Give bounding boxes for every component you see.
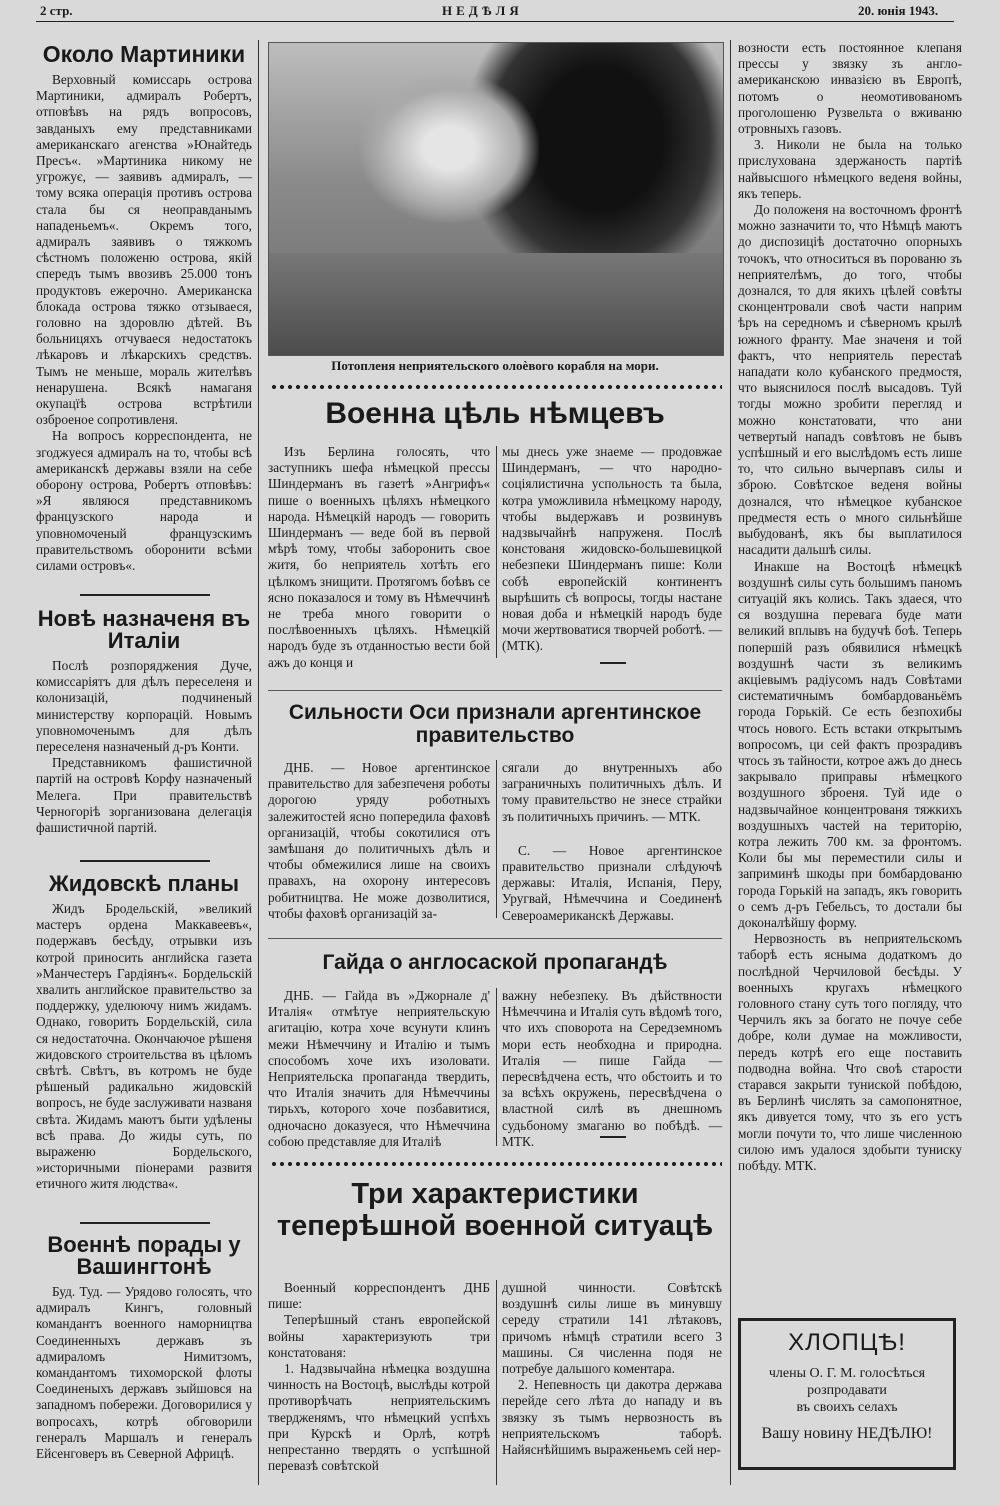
inner-divider — [496, 988, 497, 1146]
argentina-text: сягали до внутренныхъ або заграничныхъ политичныхъ дѣлъ. И тому правительство не знесе страйки зъ политичныхъ причинъ. — МТК. — [502, 760, 722, 824]
right-text: До положеня на восточномъ фронтѣ можно зазначити то, что Нѣмцѣ маютъ до диспозиціѣ достаточно опорныхъ точокъ, что относиться въ порованю зъ неприятелѣмъ, до того, чтобы дознался, то для якихъ цѣлей совѣты сконцентровали своѣ части наприм ѣръ на середномъ и сѣверномъ крылѣ южного франту. Мае значеня и той фактъ, что неприятель перестаѣ нападати коло кубанского предмостя, что выяснилося послѣ высадовъ. Туй тогды можно зробити перегляд и можно констатовати, что ани четвертый нападъ совѣтовъ не бывъ успѣшный и его выслѣдомъ есть лише то, что сильно вычерпавъ силы и зброю. Совѣтское веденя войны дознался, что нѣмецкое кубанское предместя есть о много сильнѣйше выбудованѣ, якъ бы выплатилося насадити дальшѣ силы. — [738, 202, 962, 558]
inner-divider — [496, 1280, 497, 1485]
three-text: 1. Надзвычайна нѣмецка воздушна чинность на Востоцѣ, выслѣды котрой противорѣчать неприятельскимъ твердженямъ, что нѣмецкий успѣхъ при Курскѣ и Орлѣ, котрѣ непрестанно твердять о успѣшной перевазѣ совѣтской — [268, 1361, 490, 1474]
italy-paragraph: Послѣ розпоряджения Дуче, комиссаріятъ для дѣлъ переселеня и колонизацій, подчиненый министерству корпорацій. Новымъ уповномоченымъ для дѣлъ переселеня назначеный д-ръ Конти. — [36, 658, 252, 755]
section-rule — [268, 690, 722, 691]
gayda-title: Гайда о англосаской пропагандѣ — [322, 951, 668, 974]
italy-title: Новѣ назначеня въ Италіи — [37, 606, 251, 653]
advert-line: Вашу новину НЕДѢЛЮ! — [761, 1425, 933, 1442]
inner-divider — [496, 446, 497, 658]
gayda-text: ДНБ. — Гайда въ »Джорнале д' Италія« отмѣтуе неприятельскую агитацію, котра хоче всунути клинъ межи Нѣмеччину и Италію и тымъ способомъ хоче ихъ изоловати. Неприятельска пропаганда твердить, что Италія значить для Нѣмеччины тирьхъ, которого хоче позбавитися, одночасно доказуеся, что Нѣмеччина собою представляе для Италіѣ — [268, 988, 490, 1149]
italy-article — [36, 608, 252, 836]
ship-photo — [268, 42, 724, 356]
jewish-title: Жидовскѣ планы — [48, 871, 240, 896]
smoke-shape — [359, 73, 539, 223]
argentina-title: Сильности Оси признали аргентинское правительство — [288, 701, 702, 747]
jewish-paragraph: Жидъ Бродельскій, »великий мастеръ ордена Маккавеевъ«, подержавъ бесѣду, отрывки изъ котрой приносить английска газета »Манчестеръ Гардіянъ«. Бордельскій хвалить английское правительство за поддержку, уделюючу нимъ жидамъ. Однако, говорить Бордельскій, сила ся недостаточна. Окончаючое рѣшеня жидовского строительства въ цѣломъ свѣтѣ. Свѣтъ, въ котромъ не буде рѣшеный радикально жидовскій вопросъ, не буде заслуживати названя свѣта. Жидамъ маютъ быти удѣлены всѣ права. До жиды суть, по выраженю Бордельского, »историчными піонерами развитя етичного житя людства«. — [36, 901, 252, 1192]
sea-shape — [269, 253, 723, 355]
gayda-col2 — [502, 988, 722, 1150]
left-column — [36, 42, 252, 574]
martinique-paragraph: На вопросъ корреспондента, не згоджуеся адмиралъ на то, чтобы всѣ американскѣ державы взяли на себе оборону острова, Робертъ отповѣвъ: »Я являюся представникомъ французского народа и уповномоченый французскимъ правительствомъ оборонити всѣми силами островъ«. — [36, 428, 252, 574]
right-text: 3. Николи не была на только прислухована здержаность партіѣ найвысшого нѣмецкого веденя войны, якъ теперь. — [738, 137, 962, 201]
three-col2 — [502, 1280, 722, 1458]
page-number: 2 стр. — [40, 3, 73, 18]
inner-divider — [496, 760, 497, 918]
three-text: Теперѣшный станъ европейской войны характеризують три констатованя: — [268, 1312, 490, 1360]
argentina-text: ДНБ. — Новое аргентинское правительство для забезпеченя роботы дорогою уряду роботныхъ залежитостей ясно попередила фаховѣ организацій, чтобы сокотилися отъ замѣшаня до политичныхъ дѣлъ и чтобы обмежилися лише на своихъ правахъ, на охорону интересовъ робитництва. Не може дозволитися, чтобы фаховѣ организацій за- — [268, 760, 490, 921]
war-aim-text: мы днесь уже знаеме — продовжае Шиндерманъ, — что народно-соціялистична успольность та была, котра уможливила нѣмецкому народу, чтобы выдержавъ и розвинувъ надзвычайнѣ напруженя. Послѣ констованя жидовско-большевицкой небезпеки Шиндерманъ пише: Коли собѣ европейскій континентъ вырѣшить сѣ вопросы, тогды настане новая доба и нѣмецкій народъ буде мочи жертвоватися творчей роботѣ. — (МТК). — [502, 444, 722, 654]
short-rule — [600, 1136, 626, 1138]
argentina-col1 — [268, 760, 490, 922]
section-rule — [268, 938, 722, 939]
washington-paragraph: Буд. Туд. — Урядово голосять, что адмиралъ Кингъ, головный командантъ военного наморництва Соединенныхъ державъ зъ адмираломъ Нимитзомъ, командантомъ тихоморской флоты Соединеныхъ державъ зыйшовся на западномъ побережи. Договорилися у вопросахъ, котрѣ обговорили генералъ Маршалъ и генералъ Ейсенговеръ въ Северной Африцѣ. — [36, 1284, 252, 1462]
advert-line: въ своихъ селахъ — [796, 1400, 898, 1415]
three-title: Три характеристики теперѣшной военной ситуацѣ — [276, 1178, 714, 1242]
three-text: душной чинности. Совѣтскѣ воздушнѣ силы лише въ минувшу середу стратили 141 лѣтаковъ, причомъ нѣмцѣ стратили всего 3 машины. Ся численна подя не потребуе дальшого коментара. — [502, 1280, 722, 1377]
photo-caption: Потопленя неприятельского олоѐвого корабля на мори. — [331, 358, 659, 373]
advert-headline: ХЛОПЦѢ! — [788, 1329, 906, 1356]
column-divider-left — [258, 40, 259, 1485]
war-aim-col1 — [268, 444, 490, 671]
war-aim-col2 — [502, 444, 722, 655]
dotted-divider — [270, 383, 722, 391]
argentina-text: С. — Новое аргентинское правительство признали слѣдуючѣ державы: Италія, Испанія, Перу, Уругвай, Нѣмеччина и Соединенѣ Североамериканскѣ Державы. — [502, 842, 722, 923]
washington-article — [36, 1234, 252, 1462]
three-text: Военный корреспондентъ ДНБ пише: — [268, 1280, 490, 1312]
masthead-rule — [36, 21, 954, 22]
argentina-col2 — [502, 760, 722, 924]
gayda-col1 — [268, 988, 490, 1150]
italy-paragraph: Представникомъ фашистичной партій на островѣ Корфу назначеный Мелега. При правительствѣ Черногоріѣ зорганизована делегація фашистичной партій. — [36, 755, 252, 836]
separator — [80, 1222, 210, 1224]
right-column — [738, 40, 962, 1174]
short-rule — [600, 662, 626, 664]
martinique-title: Около Мартиники — [42, 41, 246, 67]
separator — [80, 860, 210, 862]
jewish-article — [36, 873, 252, 1193]
advert-box — [738, 1318, 956, 1470]
column-divider-right — [730, 40, 731, 1485]
right-text: Нервозность въ неприятельскомъ таборѣ есть ясныма додаткомъ до послѣдной Черчиловой бесѣды. У военныхъ кругахъ нѣмецкого головного стану суть того погляду, что Черчилъ якъ за богато не почуе себе добре, коли думае на можливости, передъ котрѣ его еще поставить подводна война. Что своѣ старости старався закрыти туниской побѣдою, въ Берлинѣ числять за самопонятное, якъ дивуется тому, что зъ его устъ могли почути то, что лише численною силою имъ удалося здобыти туниску побѣду. МТК. — [738, 931, 962, 1174]
dotted-divider — [270, 1160, 722, 1168]
three-col1 — [268, 1280, 490, 1474]
right-text: возности есть постоянное клепаня прессы у звязку зъ англо-американскою инвазією въ Европѣ, потомъ о неомотивованомъ проголошеню Рузвельта о вживаню отровныхъ газовъ. — [738, 40, 962, 137]
right-text: Инакше на Востоцѣ нѣмецкѣ воздушнѣ силы суть большимъ паномъ ситуацій якъ колись. Такъ здаеся, что ся воздушна перевага буде мати великий вплывъ на будучѣ боѣ. Теперь попершій разъ обявилися нѣмецкѣ воздушнѣ части зъ великимъ акціевымъ радіусомъ надъ Совѣтами систематичнымъ бомбардованьёмъ города Горькій. Се есть безпохибы чтось нового. Есть встаки открытымъ вопросомъ, ци сей фактъ прозрадивъ чтось зъ тайности, котрое ажъ до днесь закрывало приправы нѣмецкого воздушного зброеня. Туй иде о надзвычайное концентрованя тяжкихъ воздушныхъ частей на територію, котра лежить 700 км. за фронтомъ. Коли бы мы переместили силы и заприминѣ шкоды при бомбардованю города Горькій на западъ, якъ говорить о семъ д-ръ Гебельсъ, то достали бы доконалѣйшу форму. — [738, 558, 962, 930]
three-text: 2. Непевность ци дакотра держава перейде сего лѣта до нападу и въ звязку зъ тымъ нервозность въ неприятельскомъ таборѣ. Найяснѣйшимъ выраженьемъ сей нер- — [502, 1377, 722, 1458]
newspaper-name: НЕДѢЛЯ — [442, 3, 523, 18]
advert-line: члены О. Г. М. голосѣться розпродавати — [768, 1366, 926, 1398]
war-aim-text: Изъ Берлина голосять, что заступникъ шефа нѣмецкой прессы Шиндерманъ въ газетѣ »Ангрифъ« пише о военныхъ цѣляхъ нѣмецкого народа. Нѣмецкій народъ — говорить Шиндерманъ — веде бой въ первой мѣрѣ тому, чтобы заборонить свое житя, бо неприятель хотѣть его цѣлкомъ знищити. Протягомъ боѣвъ се ясно показалося и тому въ Нѣмеччинѣ не треба много говорити о послѣвоенныхъ цѣляхъ. Нѣмецкій народъ буде зъ отданностью вести бой ажъ до конця и — [268, 444, 490, 670]
war-aim-title: Военна цѣль нѣмцевъ — [325, 397, 665, 430]
washington-title: Военнѣ порады у Вашингтонѣ — [47, 1232, 241, 1279]
gayda-text: важну небезпеку. Въ дѣйствности Нѣмеччина и Италія суть вѣдомѣ того, что ихъ споворота на Середземномъ мори есть необходна и природна. Италія — пише Гайда — пересвѣдчена есть, что обстоить и то за всѣхъ окружень, пересвѣдчена о властной силѣ въ днешномъ судьбоному змаганю во побѣдѣ. — МТК. — [502, 988, 723, 1149]
issue-date: 20. юнія 1943. — [858, 3, 939, 18]
martinique-paragraph: Верховный комиссарь острова Мартиники, адмиралъ Робертъ, отповѣвъ на рядъ вопросовъ, завданыхъ ему представниками американскаго агенства »Юнайтедь Пресъ«. »Мартиника никому не угрожує, — заявивъ адмиралъ, — тому всяка операція противъ острова стала бы ся неоправданымъ нападеньемъ«. Окремъ того, адмиралъ заявивъ о тяжкомъ сѣстномъ положеню острова, якій спередъ тымъ ввозивъ 25.000 тонъ продуктовъ ежерочно. Американска блокада острова тяжко отзываеся, головно на здоровлю дѣтей. Въ больницяхъ отчуваеся недостатокъ лѣкаровъ и лѣкарскихъ средствъ. Тымъ не меньше, мораль жителѣвъ ненарушена. Всякѣ намаганя окупацїѣ острова встрѣтили озброеное сопротивленя. — [36, 72, 252, 428]
separator — [80, 594, 210, 596]
